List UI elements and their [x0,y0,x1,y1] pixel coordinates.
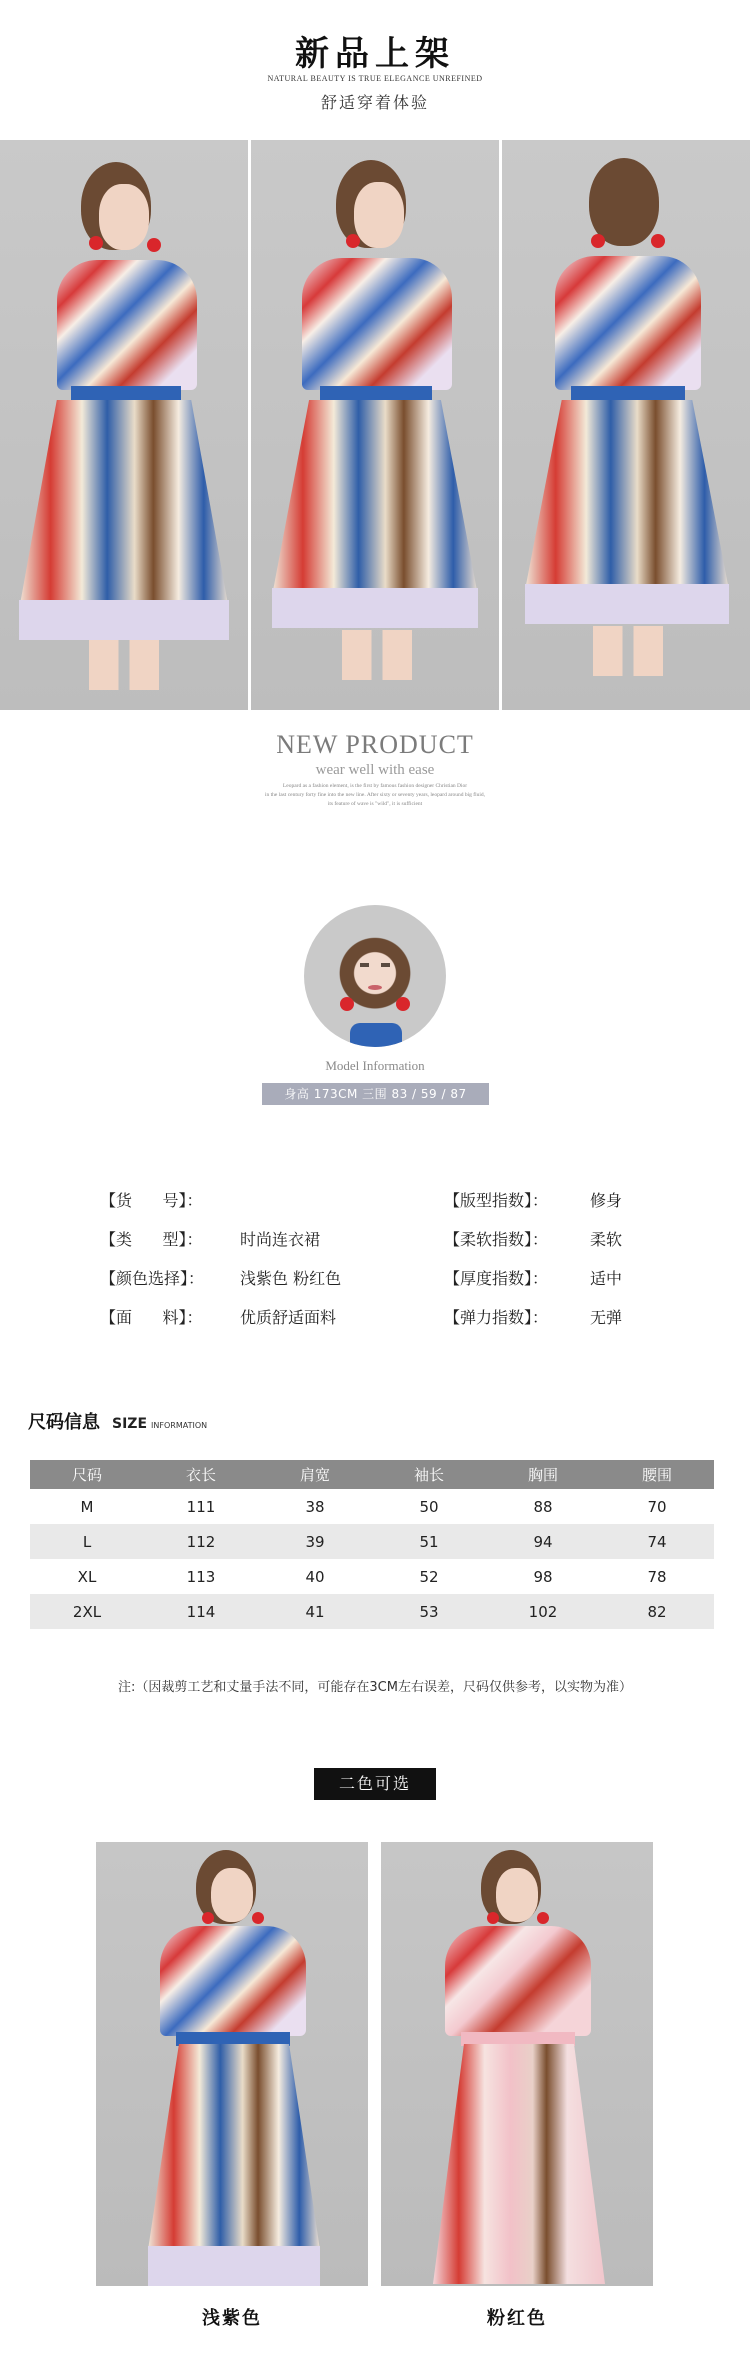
spec-row-fabric [100,1305,341,1344]
table-cell: 70 [600,1489,714,1524]
size-info-heading [28,1408,207,1434]
size-title-zh: 尺码信息 [28,1412,100,1433]
spec-key: 【弹力指数】： [444,1308,549,1327]
spec-key: 【颜色选择】： [100,1269,205,1288]
table-row [30,1559,714,1594]
page-title: 新品上架 [295,34,455,74]
spec-value: 时尚连衣裙 [240,1230,321,1249]
table-cell: 82 [600,1594,714,1629]
table-cell: 38 [258,1489,372,1524]
dress-figure [0,140,248,710]
spec-value: 无弹 [590,1308,623,1327]
product-photo-strip [0,140,750,710]
new-product-blurb [0,782,750,809]
spec-list-left [100,1188,341,1344]
spec-key: 【货 号】： [100,1191,203,1210]
col-header: 胸围 [486,1460,600,1489]
table-cell: 50 [372,1489,486,1524]
table-cell: 114 [144,1594,258,1629]
spec-row-thickness [444,1266,622,1305]
spec-value: 优质舒适面料 [240,1308,337,1327]
table-cell: 98 [486,1559,600,1594]
color-option-label[interactable]: 浅紫色 [202,2308,262,2329]
spec-row-fit [444,1188,622,1227]
col-header: 尺码 [30,1460,144,1489]
size-note: 注:（因裁剪工艺和丈量手法不同，可能存在3CM左右误差，尺码仅供参考，以实物为准） [118,1680,632,1695]
col-header: 腰围 [600,1460,714,1489]
product-photo-side[interactable] [251,140,499,710]
table-cell: 52 [372,1559,486,1594]
spec-key: 【柔软指数】： [444,1230,549,1249]
table-cell: XL [30,1559,144,1594]
spec-value: 修身 [590,1191,623,1210]
table-cell: 112 [144,1524,258,1559]
dress-figure [381,1842,653,2286]
model-info-label: Model Information [325,1058,425,1073]
blurb-line: in the last century forty fine into the new line. After sixty or seventy years, leopard around big fluid, [264,792,486,798]
table-cell: 53 [372,1594,486,1629]
model-stats-bar: 身高 173CM 三围 83 / 59 / 87 [262,1083,489,1105]
two-colors-badge: 二色可选 [314,1768,436,1800]
color-option-lilac-photo[interactable] [96,1842,368,2286]
dress-figure [96,1842,368,2286]
spec-row-type [100,1227,341,1266]
dress-figure [502,140,750,710]
blurb-line: Leopard as a fashion element, is the first by famous fashion designer Christian Dior [282,783,468,789]
table-cell: 94 [486,1524,600,1559]
page-header [0,0,750,140]
spec-key: 【面 料】： [100,1308,203,1327]
size-title-en-small: INFORMATION [151,1421,208,1430]
dress-figure [251,140,499,710]
col-header: 肩宽 [258,1460,372,1489]
spec-value: 适中 [590,1269,623,1288]
spec-list-right [444,1188,622,1344]
table-row [30,1524,714,1559]
spec-key: 【版型指数】： [444,1191,549,1210]
header-subtitle-en: NATURAL BEAUTY IS TRUE ELEGANCE UNREFINED [267,74,483,83]
color-option-label[interactable]: 粉红色 [487,2308,547,2329]
table-cell: 40 [258,1559,372,1594]
spec-key: 【类 型】： [100,1230,203,1249]
model-portrait [304,905,446,1047]
col-header: 衣长 [144,1460,258,1489]
table-cell: 111 [144,1489,258,1524]
new-product-title: NEW PRODUCT [276,730,474,759]
new-product-block [0,730,750,809]
col-header: 袖长 [372,1460,486,1489]
table-row [30,1594,714,1629]
size-table-header [30,1460,714,1489]
spec-row-colors [100,1266,341,1305]
spec-row-item-no [100,1188,341,1227]
new-product-tagline: wear well with ease [315,762,435,778]
table-cell: 74 [600,1524,714,1559]
spec-row-softness [444,1227,622,1266]
spec-key: 【厚度指数】： [444,1269,549,1288]
table-cell: M [30,1489,144,1524]
table-cell: 39 [258,1524,372,1559]
table-cell: 102 [486,1594,600,1629]
blurb-line: its feature of wave is "wild", it is sufficient [327,801,423,807]
color-option-pink-photo[interactable] [381,1842,653,2286]
size-table [30,1460,714,1629]
size-title-en: SIZE [112,1416,148,1432]
product-photo-back[interactable] [502,140,750,710]
table-cell: 113 [144,1559,258,1594]
table-cell: 51 [372,1524,486,1559]
product-photo-front[interactable] [0,140,248,710]
table-cell: 41 [258,1594,372,1629]
table-cell: 2XL [30,1594,144,1629]
spec-row-elasticity [444,1305,622,1344]
table-cell: 88 [486,1489,600,1524]
table-cell: 78 [600,1559,714,1594]
spec-value: 浅紫色 粉红色 [240,1269,342,1288]
table-cell: L [30,1524,144,1559]
header-subtitle-zh: 舒适穿着体验 [320,93,429,112]
spec-value: 柔软 [590,1230,623,1249]
table-row [30,1489,714,1524]
